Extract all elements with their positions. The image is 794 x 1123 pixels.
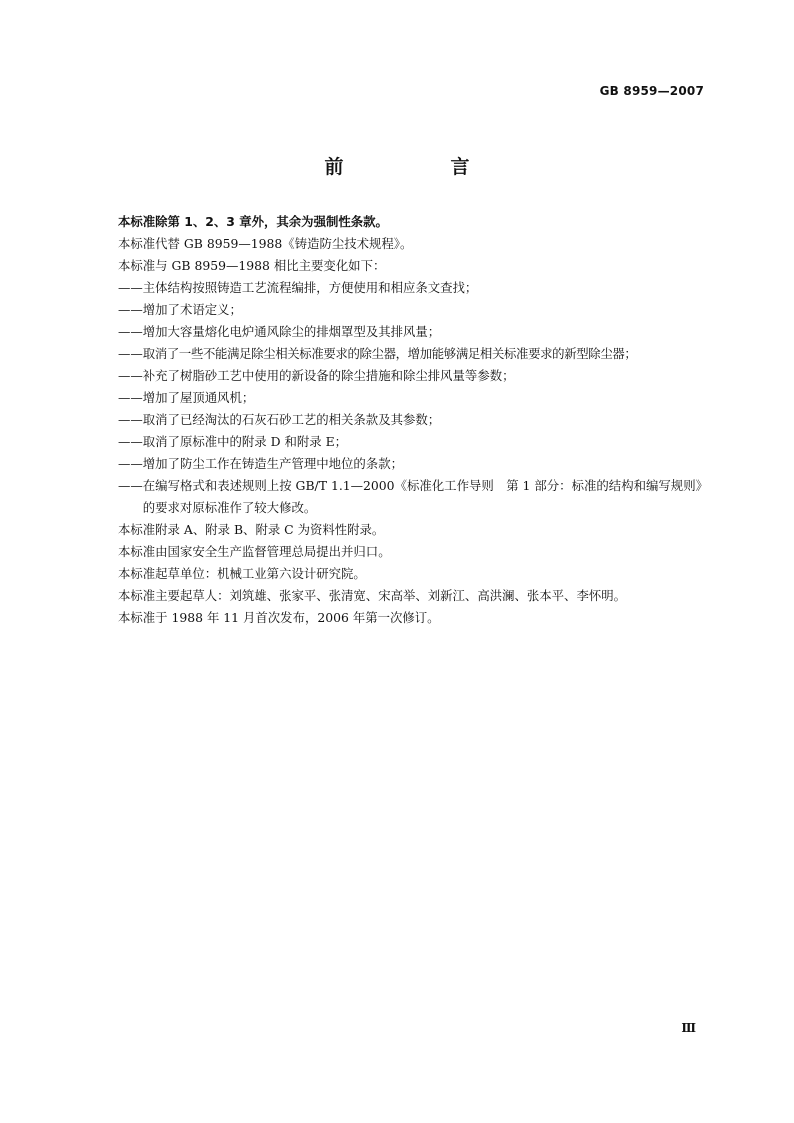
change-item xyxy=(118,409,708,431)
dash-marker: —— xyxy=(118,302,143,317)
change-item-text: 取消了一些不能满足除尘相关标准要求的除尘器，增加能够满足相关标准要求的新型除尘器； xyxy=(142,346,637,361)
change-item-text: 补充了树脂砂工艺中使用的新设备的除尘措施和除尘排风量等参数； xyxy=(142,368,515,383)
dash-marker: —— xyxy=(118,412,143,427)
change-item xyxy=(118,277,708,299)
drafting-unit-note: 本标准起草单位：机械工业第六设计研究院。 xyxy=(118,566,366,581)
mandatory-clause-note: 本标准除第 1、2、3 章外，其余为强制性条款。 xyxy=(118,214,388,229)
change-item-text: 在编写格式和表述规则上按 GB/T 1.1—2000《标准化工作导则 第 1 部分：标准的结构和编写规则》的要求对原标准作了较大修改。 xyxy=(142,478,708,515)
dash-marker: —— xyxy=(118,456,143,471)
dash-marker: —— xyxy=(118,390,143,405)
change-item-text: 取消了原标准中的附录 D 和附录 E； xyxy=(142,434,348,449)
dash-marker: —— xyxy=(118,346,143,361)
change-item xyxy=(118,431,708,453)
dash-marker: —— xyxy=(118,280,143,295)
change-item-text: 增加了术语定义； xyxy=(142,302,242,317)
dash-marker: —— xyxy=(118,478,143,493)
history-note: 本标准于 1988 年 11 月首次发布，2006 年第一次修订。 xyxy=(118,610,440,625)
change-item-text: 增加了防尘工作在铸造生产管理中地位的条款； xyxy=(142,456,403,471)
appendix-note: 本标准附录 A、附录 B、附录 C 为资料性附录。 xyxy=(118,522,385,537)
standard-code-header: GB 8959—2007 xyxy=(599,84,704,98)
dash-marker: —— xyxy=(118,368,143,383)
change-item-text: 主体结构按照铸造工艺流程编排，方便使用和相应条文查找； xyxy=(142,280,478,295)
page-title: 前 言 xyxy=(324,156,514,178)
change-item xyxy=(118,321,708,343)
change-item-text: 取消了已经淘汰的石灰石砂工艺的相关条款及其参数； xyxy=(142,412,441,427)
changes-intro: 本标准与 GB 8959—1988 相比主要变化如下： xyxy=(118,258,386,273)
change-item xyxy=(118,299,708,321)
change-item-text: 增加大容量熔化电炉通风除尘的排烟罩型及其排风量； xyxy=(142,324,441,339)
dash-marker: —— xyxy=(118,434,143,449)
proposer-note: 本标准由国家安全生产监督管理总局提出并归口。 xyxy=(118,544,391,559)
drafters-note: 本标准主要起草人：刘筑雄、张家平、张清宽、宋高举、刘新江、高洪澜、张本平、李怀明。 xyxy=(118,588,627,603)
change-item xyxy=(118,453,708,475)
change-item-text: 增加了屋顶通风机； xyxy=(142,390,255,405)
dash-marker: —— xyxy=(118,324,143,339)
replaces-statement: 本标准代替 GB 8959—1988《铸造防尘技术规程》。 xyxy=(118,236,413,251)
change-item xyxy=(118,475,708,519)
foreword-body xyxy=(118,211,708,629)
change-item xyxy=(118,387,708,409)
change-item xyxy=(118,365,708,387)
page-number: Ⅲ xyxy=(681,1021,696,1035)
change-item xyxy=(118,343,708,365)
